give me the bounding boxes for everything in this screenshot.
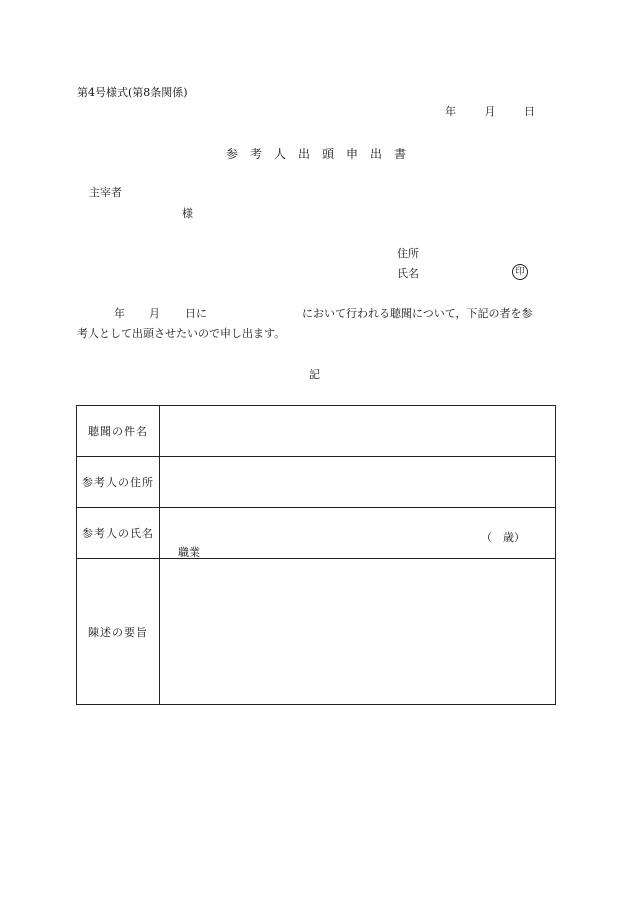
age-label: （ 歳） bbox=[481, 531, 525, 544]
document-title: 参考人出頭申出書 bbox=[226, 147, 419, 161]
occupation-label: 職業 bbox=[178, 546, 200, 559]
body-text: において行われる聴聞について，下記の者を参 bbox=[302, 307, 533, 320]
statement-summary-field[interactable] bbox=[160, 559, 556, 705]
body-month: 月 bbox=[149, 307, 160, 320]
reference-info-table bbox=[76, 405, 556, 705]
date-day: 日 bbox=[524, 105, 535, 118]
body-day: 日に bbox=[185, 307, 207, 320]
table-row bbox=[77, 559, 556, 705]
submission-date bbox=[445, 106, 535, 117]
reference-name-field[interactable] bbox=[160, 508, 556, 559]
reference-address-label: 参考人の住所 bbox=[77, 457, 160, 508]
hearing-case-label: 聴聞の件名 bbox=[77, 406, 160, 457]
addressee-label: 主宰者 bbox=[89, 186, 122, 199]
statement-summary-label: 陳述の要旨 bbox=[77, 559, 160, 705]
date-year: 年 bbox=[445, 105, 456, 118]
body-year: 年 bbox=[114, 307, 125, 320]
reference-address-field[interactable] bbox=[160, 457, 556, 508]
date-month: 月 bbox=[484, 105, 496, 118]
seal-mark: 印 bbox=[512, 264, 528, 280]
reference-name-label: 参考人の氏名 bbox=[77, 508, 160, 559]
form-number: 第4号様式(第8条関係) bbox=[77, 86, 188, 99]
hearing-case-field[interactable] bbox=[160, 406, 556, 457]
body-text-line2: 考人として出頭させたいので申し出ます。 bbox=[77, 327, 286, 340]
addressee-honorific: 様 bbox=[182, 207, 193, 220]
table-row bbox=[77, 457, 556, 508]
applicant-name-label: 氏名 bbox=[397, 267, 419, 280]
body-text-line1 bbox=[77, 308, 557, 322]
table-row bbox=[77, 508, 556, 559]
note-heading: 記 bbox=[309, 368, 320, 381]
table-row bbox=[77, 406, 556, 457]
applicant-address-label: 住所 bbox=[397, 247, 419, 260]
